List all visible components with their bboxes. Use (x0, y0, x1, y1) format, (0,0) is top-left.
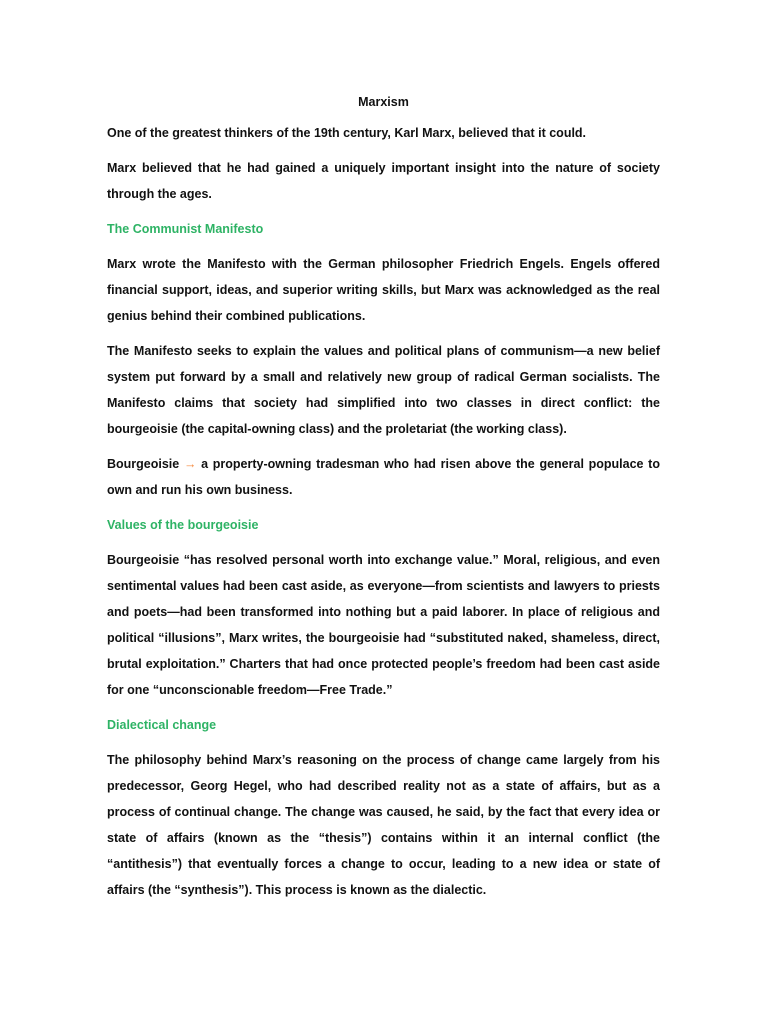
paragraph-exchange-value: Bourgeoisie “has resolved personal worth into exchange value.” Moral, religious, and even sentimental values had been cast aside, as everyone—from scientists and lawyers to priests and poets—had been transformed into nothing but a paid laborer. In place of religious and political “illusions”, Marx writes, the bourgeoisie had “substituted naked, shameless, direct, brutal exploitation.” Charters that had once protected people’s freedom had been cast aside for one “unconscionable freedom—Free Trade.” (107, 553, 660, 697)
heading-dialectical-change: Dialectical change (107, 718, 217, 732)
paragraph-bourgeoisie-definition (107, 451, 660, 503)
heading-communist-manifesto: The Communist Manifesto (107, 222, 264, 236)
document-body (107, 92, 660, 912)
right-arrow-icon: → (183, 457, 197, 471)
definition-term: Bourgeoisie (107, 457, 184, 471)
heading-values-bourgeoisie: Values of the bourgeoisie (107, 518, 259, 532)
paragraph-engels: Marx wrote the Manifesto with the German philosopher Friedrich Engels. Engels offered financial support, ideas, and superior writing skills, but Marx was acknowledged as the real genius behind their combined publications. (107, 257, 660, 323)
paragraph-insight: Marx believed that he had gained a uniquely important insight into the nature of society through the ages. (107, 161, 660, 201)
document-title: Marxism (358, 95, 409, 109)
paragraph-intro: One of the greatest thinkers of the 19th century, Karl Marx, believed that it could. (107, 126, 587, 140)
paragraph-manifesto-classes: The Manifesto seeks to explain the values and political plans of communism—a new belief system put forward by a small and relatively new group of radical German socialists. The Manifesto claims that society had simplified into two classes in direct conflict: the bourgeoisie (the capital-owning class) and the proletariat (the working class). (107, 344, 660, 436)
paragraph-dialectic: The philosophy behind Marx’s reasoning on the process of change came largely from his predecessor, Georg Hegel, who had described reality not as a state of affairs, but as a process of continual change. The change was caused, he said, by the fact that every idea or state of affairs (known as the “thesis”) contains within it an internal conflict (the “antithesis”) that eventually forces a change to occur, leading to a new idea or state of affairs (the “synthesis”). This process is known as the dialectic. (107, 753, 660, 897)
definition-text: a property-owning tradesman who had risen above the general populace to own and run his own business. (107, 457, 660, 497)
